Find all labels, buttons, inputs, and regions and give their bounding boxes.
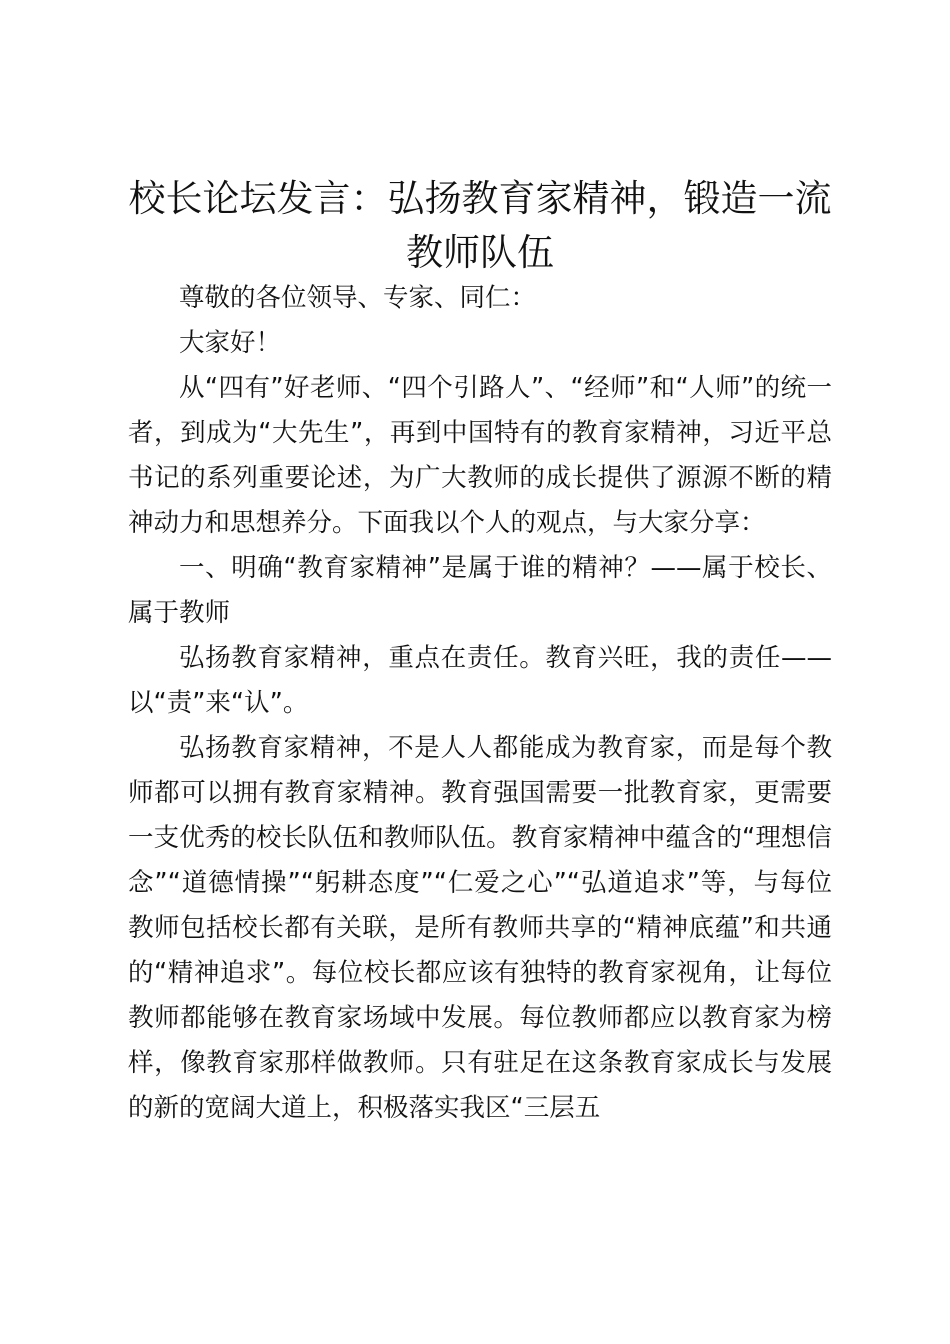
document-title: 校长论坛发言：弘扬教育家精神，锻造一流教师队伍 xyxy=(128,177,832,274)
greeting: 大家好！ xyxy=(179,328,282,358)
salutation: 尊敬的各位领导、专家、同仁： xyxy=(179,283,537,313)
section-heading-1: 一、明确“教育家精神”是属于谁的精神？——属于校长、属于教师 xyxy=(128,553,832,628)
intro-paragraph: 从“四有”好老师、“四个引路人”、“经师”和“人师”的统一者，到成为“大先生”，再到中国特有的教育家精神，习近平总书记的系列重要论述，为广大教师的成长提供了源源不断的精神动力和思想养分。下面我以个人的观点，与大家分享： xyxy=(128,373,832,538)
body-paragraph: 弘扬教育家精神，重点在责任。教育兴旺，我的责任——以“责”来“认”。 xyxy=(128,643,832,718)
body-paragraph: 弘扬教育家精神，不是人人都能成为教育家，而是每个教师都可以拥有教育家精神。教育强国需要一批教育家，更需要一支优秀的校长队伍和教师队伍。教育家精神中蕴含的“理想信念”“道德情操”“躬耕态度”“仁爱之心”“弘道追求”等，与每位教师包括校长都有关联，是所有教师共享的“精神底蕴”和共通的“精神追求”。每位校长都应该有独特的教育家视角，让每位教师都能够在教育家场域中发展。每位教师都应以教育家为榜样，像教育家那样做教师。只有驻足在这条教育家成长与发展的新的宽阔大道上，积极落实我区“三层五 xyxy=(128,733,832,1123)
document-body xyxy=(128,276,832,1131)
